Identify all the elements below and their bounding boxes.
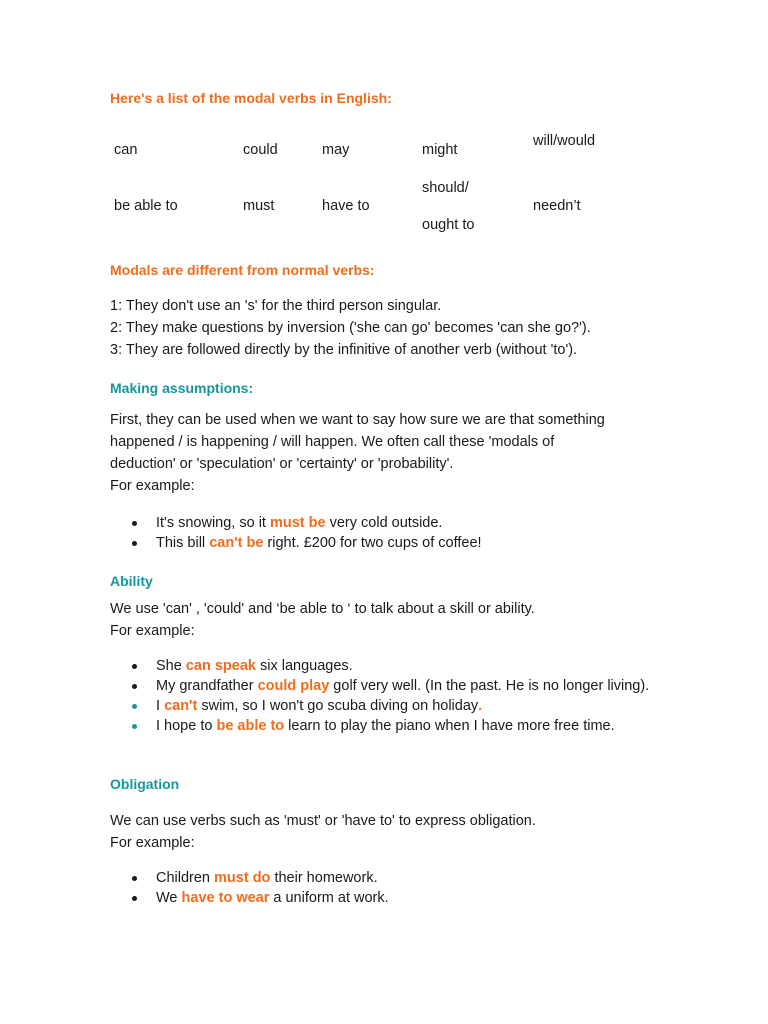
bullet-icon (132, 704, 137, 709)
table-cell: should/ (422, 180, 469, 196)
table-cell: be able to (114, 198, 178, 214)
ability-paragraph: We use 'can' , 'could' and ‘be able to ‘ to talk about a skill or ability. For example: (110, 601, 535, 639)
table-cell: needn’t (533, 198, 581, 214)
heading-modal-list: Here's a list of the modal verbs in English: (110, 90, 392, 106)
bullet-icon (132, 664, 137, 669)
ability-examples (110, 656, 670, 736)
heading-different: Modals are different from normal verbs: (110, 262, 375, 278)
table-cell: ought to (422, 217, 475, 233)
difference-line: 2: They make questions by inversion ('she can go' becomes 'can she go?'). (110, 320, 591, 336)
obligation-paragraph: We can use verbs such as 'must' or 'have to' to express obligation. For example: (110, 813, 536, 851)
difference-line: 3: They are followed directly by the infinitive of another verb (without 'to'). (110, 342, 578, 358)
bullet-icon (132, 724, 137, 729)
differences-list (110, 295, 670, 361)
difference-line: 1: They don't use an 's' for the third person singular. (110, 298, 442, 314)
table-cell: will/would (533, 133, 596, 149)
list-item: My grandfather could play golf very well. (In the past. He is no longer living). (110, 676, 670, 696)
table-cell: may (322, 142, 350, 158)
assumption-examples (110, 513, 670, 553)
list-item: It's snowing, so it must be very cold outside. (110, 513, 670, 533)
table-cell: must (243, 198, 275, 214)
assumptions-paragraph: First, they can be used when we want to say how sure we are that something happened / is happening / will happen. We often call these 'modals of deduction' or 'speculation' or 'certainty' or 'probability'. For example: (110, 412, 605, 494)
bullet-icon (132, 896, 137, 901)
list-item: This bill can't be right. £200 for two cups of coffee! (110, 533, 670, 553)
heading-ability: Ability (110, 573, 153, 589)
table-cell: could (243, 142, 278, 158)
heading-obligation: Obligation (110, 776, 180, 792)
bullet-icon (132, 876, 137, 881)
list-item: I can't swim, so I won't go scuba diving on holiday. (110, 696, 670, 716)
list-item: We have to wear a uniform at work. (110, 888, 670, 908)
bullet-icon (132, 541, 137, 546)
table-cell: can (114, 142, 138, 158)
obligation-examples (110, 868, 670, 908)
table-cell: might (422, 142, 458, 158)
list-item: Children must do their homework. (110, 868, 670, 888)
list-item: I hope to be able to learn to play the piano when I have more free time. (110, 716, 670, 736)
bullet-icon (132, 521, 137, 526)
list-item: She can speak six languages. (110, 656, 670, 676)
heading-assumptions: Making assumptions: (110, 380, 254, 396)
table-cell: have to (322, 198, 370, 214)
bullet-icon (132, 684, 137, 689)
